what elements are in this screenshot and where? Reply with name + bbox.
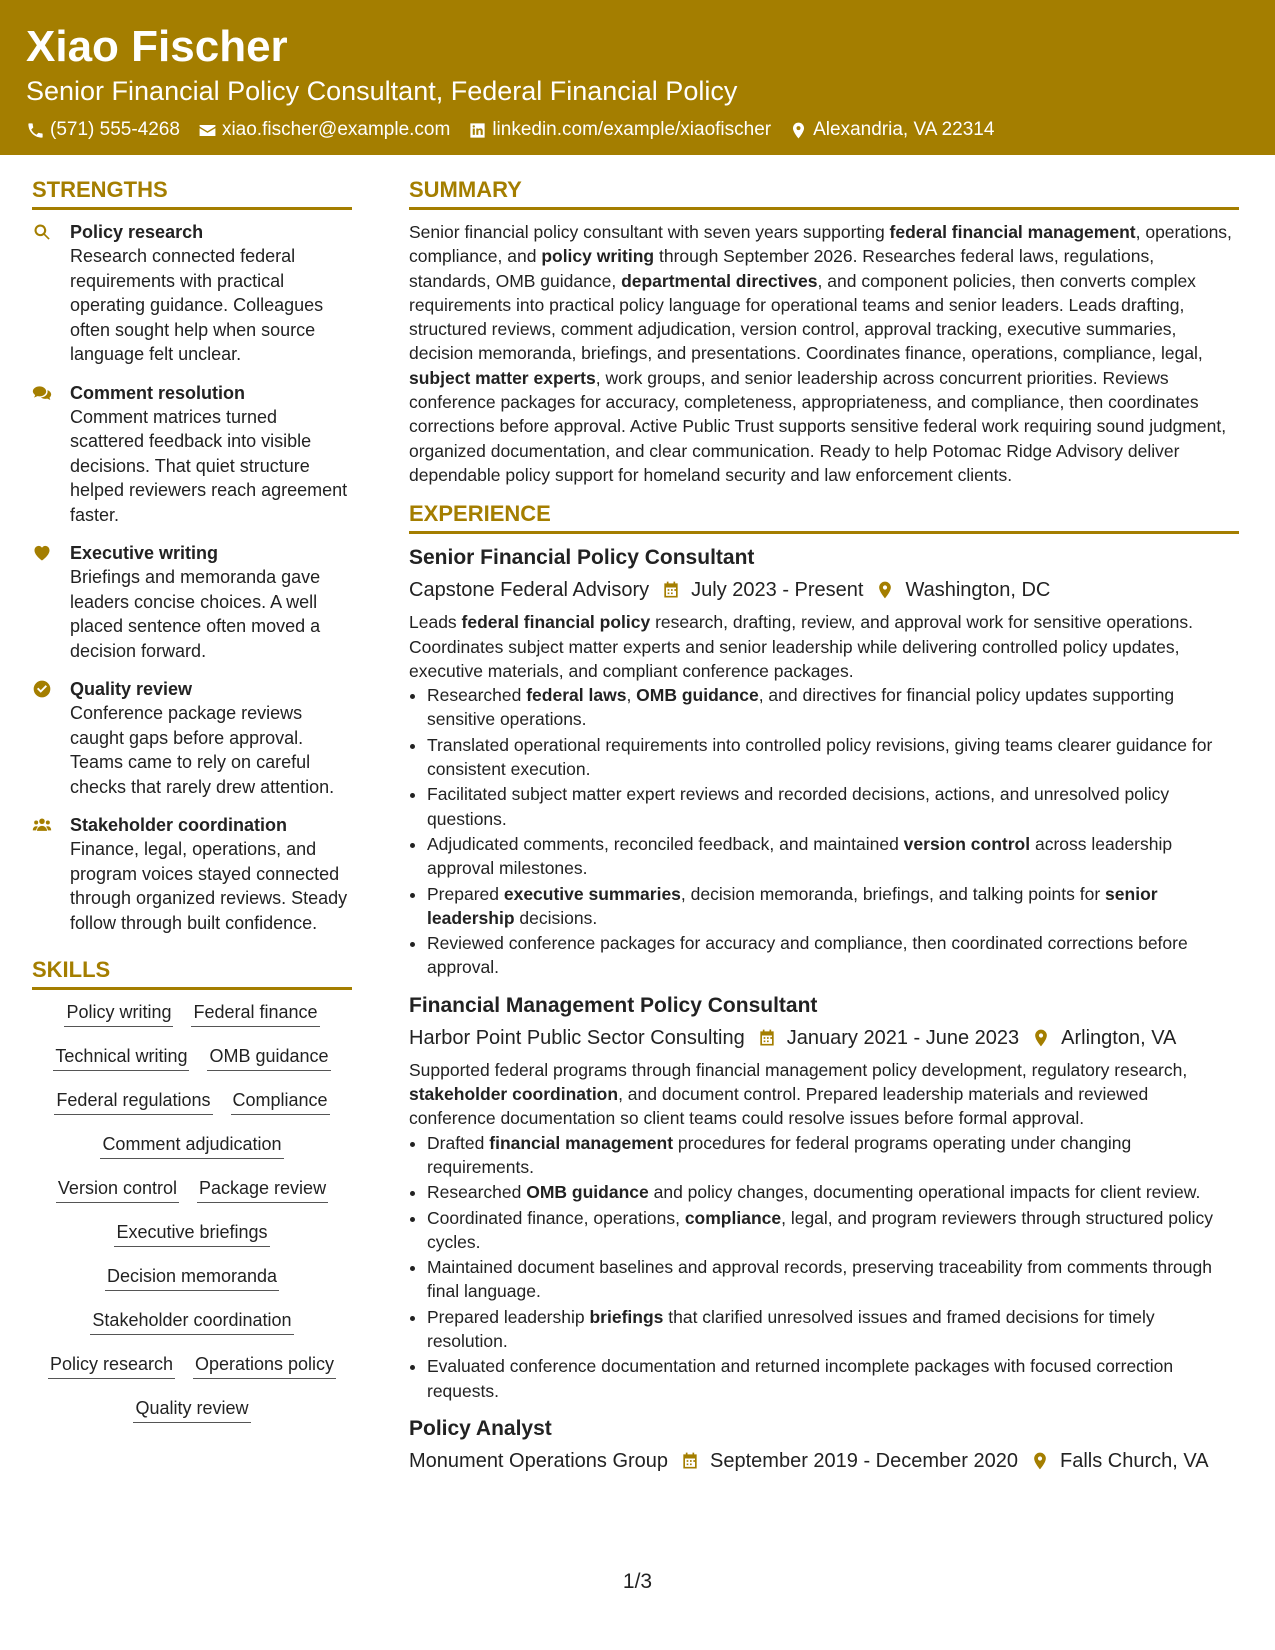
job-bullets [409, 683, 1239, 980]
header-banner [0, 0, 1275, 155]
strength-name: Executive writing [70, 543, 219, 563]
contact-text: linkedin.com/example/xiaofischer [492, 119, 772, 140]
heart-icon [32, 543, 52, 563]
users-icon [32, 815, 52, 835]
skill-tag: Decision memoranda [105, 1264, 279, 1291]
envelope-icon [198, 121, 217, 140]
job-meta [409, 1447, 1239, 1475]
skill-tag: Technical writing [53, 1044, 189, 1071]
skill-row [32, 1132, 352, 1159]
strength-name: Quality review [70, 679, 193, 699]
contact-location [789, 118, 994, 142]
contact-bar [26, 118, 1249, 142]
location-pin-icon [1030, 1451, 1050, 1471]
contact-linkedin[interactable] [468, 118, 771, 142]
skill-tag: OMB guidance [207, 1044, 330, 1071]
skill-tag: Policy writing [64, 1000, 173, 1027]
job-company: Monument Operations Group [409, 1449, 669, 1472]
bullet-item: • Adjudicated comments, reconciled feedback, and maintained version control across leadership approval milestones. [427, 832, 1239, 881]
skill-tag: Compliance [231, 1088, 330, 1115]
location-pin-icon [789, 121, 808, 140]
left-column [32, 177, 352, 1481]
skill-tag: Policy research [48, 1352, 175, 1379]
strength-name: Policy research [70, 222, 204, 242]
contact-text: (571) 555-4268 [50, 119, 180, 140]
bullet-item: • Prepared leadership briefings that clarified unresolved issues and framed decisions for timely resolution. [427, 1305, 1239, 1354]
skill-row [32, 1000, 352, 1027]
experience-list [409, 544, 1239, 1475]
skill-row [32, 1220, 352, 1247]
skill-tag: Federal finance [191, 1000, 319, 1027]
job-company: Harbor Point Public Sector Consulting [409, 1026, 745, 1049]
strength-item [32, 381, 352, 528]
job-description: Leads federal financial policy research, drafting, review, and approval work for sensitive operations. Coordinates subject matter experts and senior leadership while delivering controlled policy updates, executive materials, and compliant conference packages. [409, 612, 1193, 681]
job-entry [409, 1415, 1239, 1475]
strength-item [32, 220, 352, 367]
bullet-item: • Prepared executive summaries, decision memoranda, briefings, and talking points for senior leadership decisions. [427, 882, 1239, 931]
skill-row [32, 1352, 352, 1379]
page-number: 1/3 [622, 1570, 653, 1593]
candidate-title: Senior Financial Policy Consultant, Federal Financial Policy [26, 76, 738, 106]
candidate-name: Xiao Fischer [26, 22, 288, 71]
skill-tag: Operations policy [193, 1352, 336, 1379]
job-title: Policy Analyst [409, 1416, 552, 1440]
skills-list [32, 1000, 352, 1423]
skills-heading: SKILLS [32, 957, 352, 990]
contact-text: xiao.fischer@example.com [221, 119, 451, 140]
job-meta [409, 1024, 1239, 1052]
bullet-item: • Researched OMB guidance and policy changes, documenting operational impacts for client review. [427, 1180, 1239, 1204]
bullet-item: • Drafted financial management procedures for federal programs operating under changing requirements. [427, 1131, 1239, 1180]
check-circle-icon [32, 679, 52, 699]
job-company: Capstone Federal Advisory [409, 579, 650, 602]
linkedin-icon [468, 121, 487, 140]
right-column [409, 177, 1239, 1481]
skill-tag: Quality review [133, 1396, 250, 1423]
summary-heading: SUMMARY [409, 177, 1239, 210]
job-location: Washington, DC [905, 579, 1051, 602]
skill-row [32, 1308, 352, 1335]
contact-text: Alexandria, VA 22314 [813, 119, 995, 140]
job-meta [409, 576, 1239, 604]
bullet-item: • Maintained document baselines and approval records, preserving traceability from comments through final language. [427, 1255, 1239, 1304]
strength-desc: Briefings and memoranda gave leaders concise choices. A well placed sentence often moved a decision forward. [70, 567, 321, 661]
location-pin-icon [875, 580, 895, 600]
bullet-item: • Evaluated conference documentation and returned incomplete packages with focused correction requests. [427, 1354, 1239, 1403]
strength-item [32, 541, 352, 663]
experience-heading: EXPERIENCE [409, 501, 1239, 534]
calendar-icon [661, 580, 681, 600]
skill-tag: Comment adjudication [100, 1132, 283, 1159]
skill-row [32, 1176, 352, 1203]
calendar-icon [680, 1451, 700, 1471]
job-description: Supported federal programs through financial management policy development, regulatory research, stakeholder coordination, and document control. Prepared leadership materials and reviewed conference documentation so client teams could resolve issues before formal approval. [409, 1059, 1188, 1129]
strength-item [32, 813, 352, 935]
contact-email[interactable] [198, 118, 450, 142]
bullet-item: • Researched federal laws, OMB guidance, and directives for financial policy updates supporting sensitive operations. [427, 683, 1239, 732]
search-icon [32, 222, 52, 242]
calendar-icon [757, 1028, 777, 1048]
summary-text: Senior financial policy consultant with seven years supporting federal financial management, operations, compliance, and policy writing through September 2026. Researches federal laws, regulations, standards, OMB guidance, departmental directives, and component policies, then converts complex requirements into practical policy language for operational teams and senior leaders. Leads drafting, structured reviews, comment adjudication, version control, approval tracking, executive summaries, decision memoranda, briefings, and presentations. Coordinates finance, operations, compliance, legal, subject matter experts, work groups, and senior leadership across concurrent priorities. Reviews conference packages for accuracy, completeness, appropriateness, and compliance, then coordinates corrections before approval. Active Public Trust supports sensitive federal work requiring sound judgment, organized documentation, and clear communication. Ready to help Potomac Ridge Advisory deliver dependable policy support for homeland security and law enforcement clients. [409, 222, 1232, 485]
bullet-item: • Translated operational requirements into controlled policy revisions, giving teams clearer guidance for consistent execution. [427, 733, 1239, 782]
skill-tag: Federal regulations [54, 1088, 212, 1115]
strength-desc: Finance, legal, operations, and program voices stayed connected through organized reviews. Steady follow through built confidence. [70, 839, 348, 933]
strength-desc: Conference package reviews caught gaps before approval. Teams came to rely on careful checks that rarely drew attention. [70, 703, 335, 797]
skill-tag: Executive briefings [114, 1220, 269, 1247]
phone-icon [26, 121, 45, 140]
comments-icon [32, 383, 52, 403]
job-title: Senior Financial Policy Consultant [409, 546, 755, 570]
skill-row [32, 1088, 352, 1115]
skill-row [32, 1264, 352, 1291]
contact-phone[interactable] [26, 118, 180, 142]
job-entry [409, 992, 1239, 1403]
job-location: Falls Church, VA [1060, 1449, 1209, 1472]
skill-row [32, 1396, 352, 1423]
bullet-item: • Reviewed conference packages for accuracy and compliance, then coordinated corrections before approval. [427, 931, 1239, 980]
skill-tag: Stakeholder coordination [90, 1308, 293, 1335]
job-dates: September 2019 - December 2020 [710, 1449, 1018, 1472]
skill-row [32, 1044, 352, 1071]
content-columns [0, 155, 1275, 1481]
strength-desc: Comment matrices turned scattered feedback into visible decisions. That quiet structure helped reviewers reach agreement faster. [70, 406, 348, 525]
strengths-heading: STRENGTHS [32, 177, 352, 210]
strength-name: Comment resolution [70, 382, 246, 403]
job-location: Arlington, VA [1061, 1026, 1177, 1049]
location-pin-icon [1031, 1028, 1051, 1048]
bullet-item: • Facilitated subject matter expert reviews and recorded decisions, actions, and unresolved policy questions. [427, 782, 1239, 831]
skill-tag: Version control [56, 1176, 179, 1203]
strength-desc: Research connected federal requirements with practical operating guidance. Colleagues often sought help when source language felt unclear. [70, 246, 324, 364]
bullet-item: • Coordinated finance, operations, compliance, legal, and program reviewers through structured policy cycles. [427, 1206, 1239, 1255]
job-title: Financial Management Policy Consultant [409, 993, 818, 1017]
strength-name: Stakeholder coordination [70, 815, 288, 835]
job-dates: January 2021 - June 2023 [786, 1026, 1020, 1049]
job-dates: July 2023 - Present [691, 579, 864, 602]
strength-item [32, 677, 352, 799]
job-entry [409, 544, 1239, 979]
skill-tag: Package review [197, 1176, 328, 1203]
job-bullets [409, 1131, 1239, 1403]
